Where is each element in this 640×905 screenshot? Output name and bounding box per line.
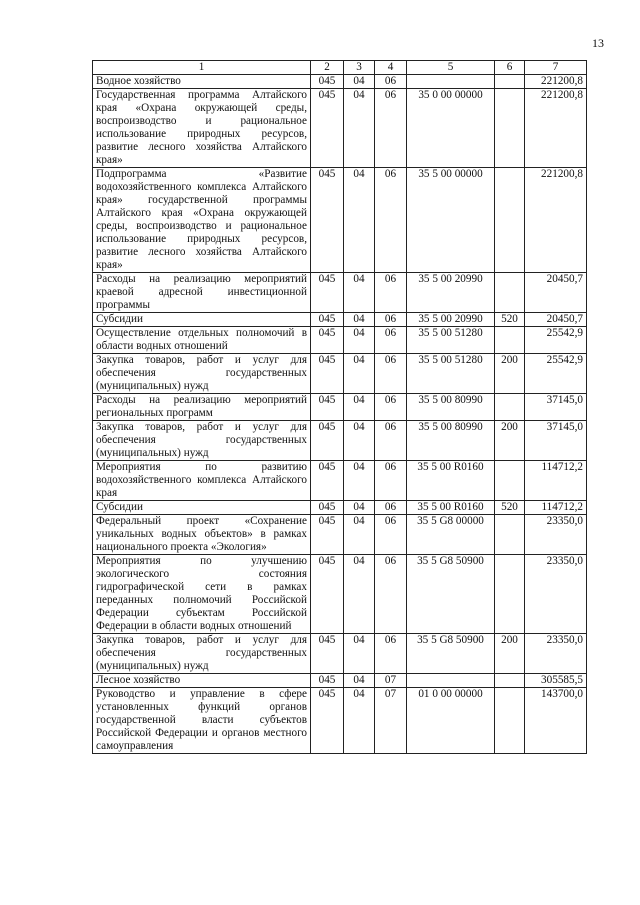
row-subsection-code: 06 [375,421,407,461]
row-admin-code: 045 [311,421,344,461]
row-admin-code: 045 [311,555,344,634]
row-target-code: 35 5 00 00000 [407,168,495,273]
header-col-4: 4 [375,61,407,75]
row-expense-type: 200 [495,354,525,394]
row-name: Расходы на реализацию мероприятий региональных программ [93,394,311,421]
row-section-code: 04 [344,515,375,555]
table-row [93,555,587,634]
row-amount: 25542,9 [525,354,587,394]
table-row [93,89,587,168]
row-target-code: 35 5 00 R0160 [407,501,495,515]
row-subsection-code: 06 [375,461,407,501]
row-subsection-code: 06 [375,327,407,354]
row-section-code: 04 [344,421,375,461]
row-subsection-code: 06 [375,354,407,394]
row-amount: 143700,0 [525,688,587,754]
row-admin-code: 045 [311,394,344,421]
row-expense-type [495,688,525,754]
table-row [93,461,587,501]
header-col-5: 5 [407,61,495,75]
table-row [93,674,587,688]
row-section-code: 04 [344,168,375,273]
row-target-code: 35 5 G8 50900 [407,555,495,634]
row-target-code: 35 0 00 00000 [407,89,495,168]
header-row [93,61,587,75]
row-amount: 221200,8 [525,89,587,168]
row-section-code: 04 [344,555,375,634]
row-target-code: 35 5 00 51280 [407,354,495,394]
row-admin-code: 045 [311,313,344,327]
row-subsection-code: 06 [375,273,407,313]
row-expense-type [495,89,525,168]
row-target-code: 35 5 00 51280 [407,327,495,354]
row-expense-type: 520 [495,501,525,515]
row-target-code: 35 5 00 R0160 [407,461,495,501]
row-target-code: 35 5 00 80990 [407,421,495,461]
row-amount: 23350,0 [525,634,587,674]
row-admin-code: 045 [311,674,344,688]
row-name: Федеральный проект «Сохранение уникальных водных объектов» в рамках национального проекта «Экология» [93,515,311,555]
table-row [93,168,587,273]
row-admin-code: 045 [311,75,344,89]
row-name: Расходы на реализацию мероприятий краевой адресной инвестиционной программы [93,273,311,313]
row-subsection-code: 06 [375,501,407,515]
row-subsection-code: 07 [375,688,407,754]
row-expense-type [495,461,525,501]
row-section-code: 04 [344,89,375,168]
row-name: Государственная программа Алтайского края «Охрана окружающей среды, воспроизводство и рациональное использование природных ресурсов, развитие лесного хозяйства Алтайского края» [93,89,311,168]
header-col-6: 6 [495,61,525,75]
row-section-code: 04 [344,634,375,674]
row-amount: 37145,0 [525,421,587,461]
table-row [93,75,587,89]
row-subsection-code: 06 [375,555,407,634]
row-subsection-code: 06 [375,313,407,327]
row-section-code: 04 [344,313,375,327]
row-admin-code: 045 [311,273,344,313]
table-row [93,273,587,313]
table-row [93,515,587,555]
row-admin-code: 045 [311,515,344,555]
row-amount: 20450,7 [525,313,587,327]
header-col-7: 7 [525,61,587,75]
row-expense-type [495,75,525,89]
row-name: Руководство и управление в сфере установленных функций органов государственной власти субъектов Российской Федерации и органов местного самоуправления [93,688,311,754]
row-subsection-code: 06 [375,89,407,168]
row-target-code: 35 5 00 20990 [407,273,495,313]
row-subsection-code: 06 [375,515,407,555]
row-expense-type [495,394,525,421]
row-amount: 20450,7 [525,273,587,313]
row-section-code: 04 [344,674,375,688]
table-row [93,501,587,515]
row-target-code [407,75,495,89]
row-admin-code: 045 [311,634,344,674]
row-target-code: 35 5 00 20990 [407,313,495,327]
table-row [93,394,587,421]
row-expense-type: 200 [495,421,525,461]
row-subsection-code: 07 [375,674,407,688]
row-expense-type [495,273,525,313]
row-section-code: 04 [344,327,375,354]
row-target-code: 35 5 00 80990 [407,394,495,421]
row-subsection-code: 06 [375,634,407,674]
header-col-2: 2 [311,61,344,75]
row-amount: 114712,2 [525,461,587,501]
row-section-code: 04 [344,273,375,313]
row-target-code [407,674,495,688]
row-expense-type [495,674,525,688]
budget-table [92,60,587,754]
row-expense-type [495,555,525,634]
row-admin-code: 045 [311,168,344,273]
row-admin-code: 045 [311,461,344,501]
row-amount: 305585,5 [525,674,587,688]
row-name: Субсидии [93,313,311,327]
row-name: Закупка товаров, работ и услуг для обеспечения государственных (муниципальных) нужд [93,634,311,674]
table-row [93,327,587,354]
row-section-code: 04 [344,688,375,754]
row-target-code: 01 0 00 00000 [407,688,495,754]
table-row [93,354,587,394]
table-row [93,313,587,327]
row-admin-code: 045 [311,327,344,354]
row-target-code: 35 5 G8 00000 [407,515,495,555]
row-name: Закупка товаров, работ и услуг для обеспечения государственных (муниципальных) нужд [93,354,311,394]
row-section-code: 04 [344,461,375,501]
header-col-1: 1 [93,61,311,75]
row-amount: 37145,0 [525,394,587,421]
row-admin-code: 045 [311,89,344,168]
row-name: Закупка товаров, работ и услуг для обеспечения государственных (муниципальных) нужд [93,421,311,461]
row-name: Мероприятия по улучшению экологического состояния гидрографической сети в рамках переданных полномочий Российской Федерации субъектам Российской Федерации в области водных отношений [93,555,311,634]
table-body [93,75,587,754]
row-name: Субсидии [93,501,311,515]
row-name: Водное хозяйство [93,75,311,89]
row-section-code: 04 [344,354,375,394]
row-expense-type: 520 [495,313,525,327]
row-admin-code: 045 [311,688,344,754]
row-admin-code: 045 [311,354,344,394]
row-expense-type [495,327,525,354]
row-amount: 23350,0 [525,515,587,555]
row-amount: 221200,8 [525,168,587,273]
row-name: Подпрограмма «Развитие водохозяйственного комплекса Алтайского края» государственной программы Алтайского края «Охрана окружающей среды, воспроизводство и рациональное использование природных ресурсов, развитие лесного хозяйства Алтайского края» [93,168,311,273]
table-row [93,688,587,754]
table-row [93,421,587,461]
table-row [93,634,587,674]
row-expense-type: 200 [495,634,525,674]
row-amount: 25542,9 [525,327,587,354]
row-name: Лесное хозяйство [93,674,311,688]
row-admin-code: 045 [311,501,344,515]
row-subsection-code: 06 [375,75,407,89]
header-col-3: 3 [344,61,375,75]
row-expense-type [495,168,525,273]
page-number: 13 [592,36,604,50]
row-amount: 221200,8 [525,75,587,89]
row-subsection-code: 06 [375,394,407,421]
row-section-code: 04 [344,394,375,421]
row-name: Мероприятия по развитию водохозяйственного комплекса Алтайского края [93,461,311,501]
row-amount: 23350,0 [525,555,587,634]
row-section-code: 04 [344,501,375,515]
row-expense-type [495,515,525,555]
row-subsection-code: 06 [375,168,407,273]
row-target-code: 35 5 G8 50900 [407,634,495,674]
row-section-code: 04 [344,75,375,89]
row-amount: 114712,2 [525,501,587,515]
row-name: Осуществление отдельных полномочий в области водных отношений [93,327,311,354]
